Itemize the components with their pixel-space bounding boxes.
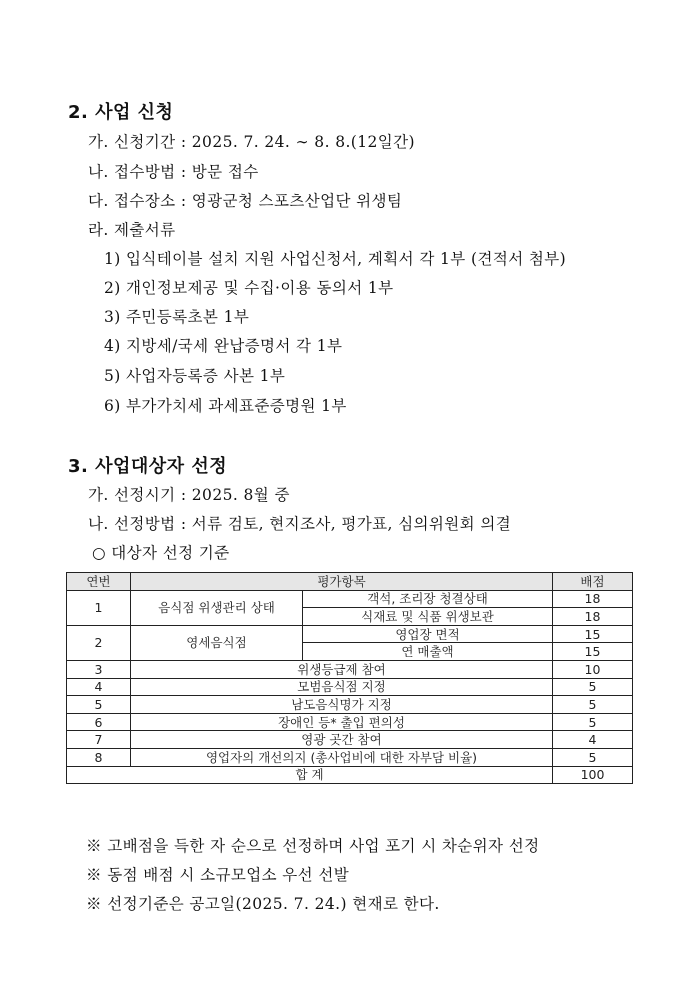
total-label: 합 계 [67, 766, 553, 784]
section-2-title: 2. 사업 신청 [68, 102, 174, 123]
document-item: 3) 주민등록초본 1부 [104, 308, 250, 326]
row-category: 영세음식점 [131, 625, 303, 660]
table-total-row [67, 766, 633, 784]
selection-method: 나. 선정방법 : 서류 검토, 현지조사, 평가표, 심의위원회 의결 [88, 515, 512, 533]
header-item: 평가항목 [131, 573, 553, 591]
selection-criteria-table [66, 572, 633, 784]
row-subitem: 객석, 조리장 청결상태 [303, 590, 553, 608]
document-item: 2) 개인정보제공 및 수집·이용 동의서 1부 [104, 279, 394, 297]
selection-note: ※ 선정기준은 공고일(2025. 7. 24.) 현재로 한다. [86, 895, 440, 913]
row-score: 15 [553, 625, 633, 643]
document-item: 5) 사업자등록증 사본 1부 [104, 367, 286, 385]
row-item: 영광 곳간 참여 [131, 731, 553, 749]
row-no: 8 [67, 748, 131, 766]
table-row [67, 660, 633, 678]
row-subitem: 연 매출액 [303, 643, 553, 661]
row-no: 1 [67, 590, 131, 625]
row-item: 영업자의 개선의지 (총사업비에 대한 자부담 비율) [131, 748, 553, 766]
row-no: 7 [67, 731, 131, 749]
row-score: 5 [553, 678, 633, 696]
application-period: 가. 신청기간 : 2025. 7. 24. ∼ 8. 8.(12일간) [88, 133, 415, 151]
row-subitem: 식재료 및 식품 위생보관 [303, 608, 553, 626]
row-item: 남도음식명가 지정 [131, 696, 553, 714]
row-score: 18 [553, 608, 633, 626]
total-score: 100 [553, 766, 633, 784]
document-item: 1) 입식테이블 설치 지원 사업신청서, 계획서 각 1부 (견적서 첨부) [104, 250, 567, 268]
header-score: 배점 [553, 573, 633, 591]
row-item: 장애인 등* 출입 편의성 [131, 713, 553, 731]
row-item: 모범음식점 지정 [131, 678, 553, 696]
table-row [67, 590, 633, 608]
table-row [67, 678, 633, 696]
table-row [67, 713, 633, 731]
row-category: 음식점 위생관리 상태 [131, 590, 303, 625]
table-row [67, 625, 633, 643]
selection-period: 가. 선정시기 : 2025. 8월 중 [88, 486, 290, 504]
document-item: 6) 부가가치세 과세표준증명원 1부 [104, 397, 347, 415]
table-row [67, 731, 633, 749]
criteria-heading: ○ 대상자 선정 기준 [92, 544, 230, 562]
row-score: 5 [553, 713, 633, 731]
row-no: 6 [67, 713, 131, 731]
section-3-title: 3. 사업대상자 선정 [68, 456, 228, 477]
table-row [67, 748, 633, 766]
application-place: 다. 접수장소 : 영광군청 스포츠산업단 위생팀 [88, 192, 403, 210]
row-score: 10 [553, 660, 633, 678]
table-row [67, 696, 633, 714]
header-no: 연번 [67, 573, 131, 591]
row-no: 2 [67, 625, 131, 660]
document-item: 4) 지방세/국세 완납증명서 각 1부 [104, 337, 343, 355]
row-score: 5 [553, 696, 633, 714]
row-score: 18 [553, 590, 633, 608]
selection-note: ※ 동점 배점 시 소규모업소 우선 선발 [86, 866, 350, 884]
row-score: 4 [553, 731, 633, 749]
row-no: 3 [67, 660, 131, 678]
table-header-row [67, 573, 633, 591]
row-score: 15 [553, 643, 633, 661]
required-documents-heading: 라. 제출서류 [88, 221, 176, 239]
row-subitem: 영업장 면적 [303, 625, 553, 643]
row-no: 4 [67, 678, 131, 696]
selection-note: ※ 고배점을 득한 자 순으로 선정하며 사업 포기 시 차순위자 선정 [86, 837, 540, 855]
application-method: 나. 접수방법 : 방문 접수 [88, 163, 259, 181]
row-score: 5 [553, 748, 633, 766]
row-no: 5 [67, 696, 131, 714]
row-item: 위생등급제 참여 [131, 660, 553, 678]
